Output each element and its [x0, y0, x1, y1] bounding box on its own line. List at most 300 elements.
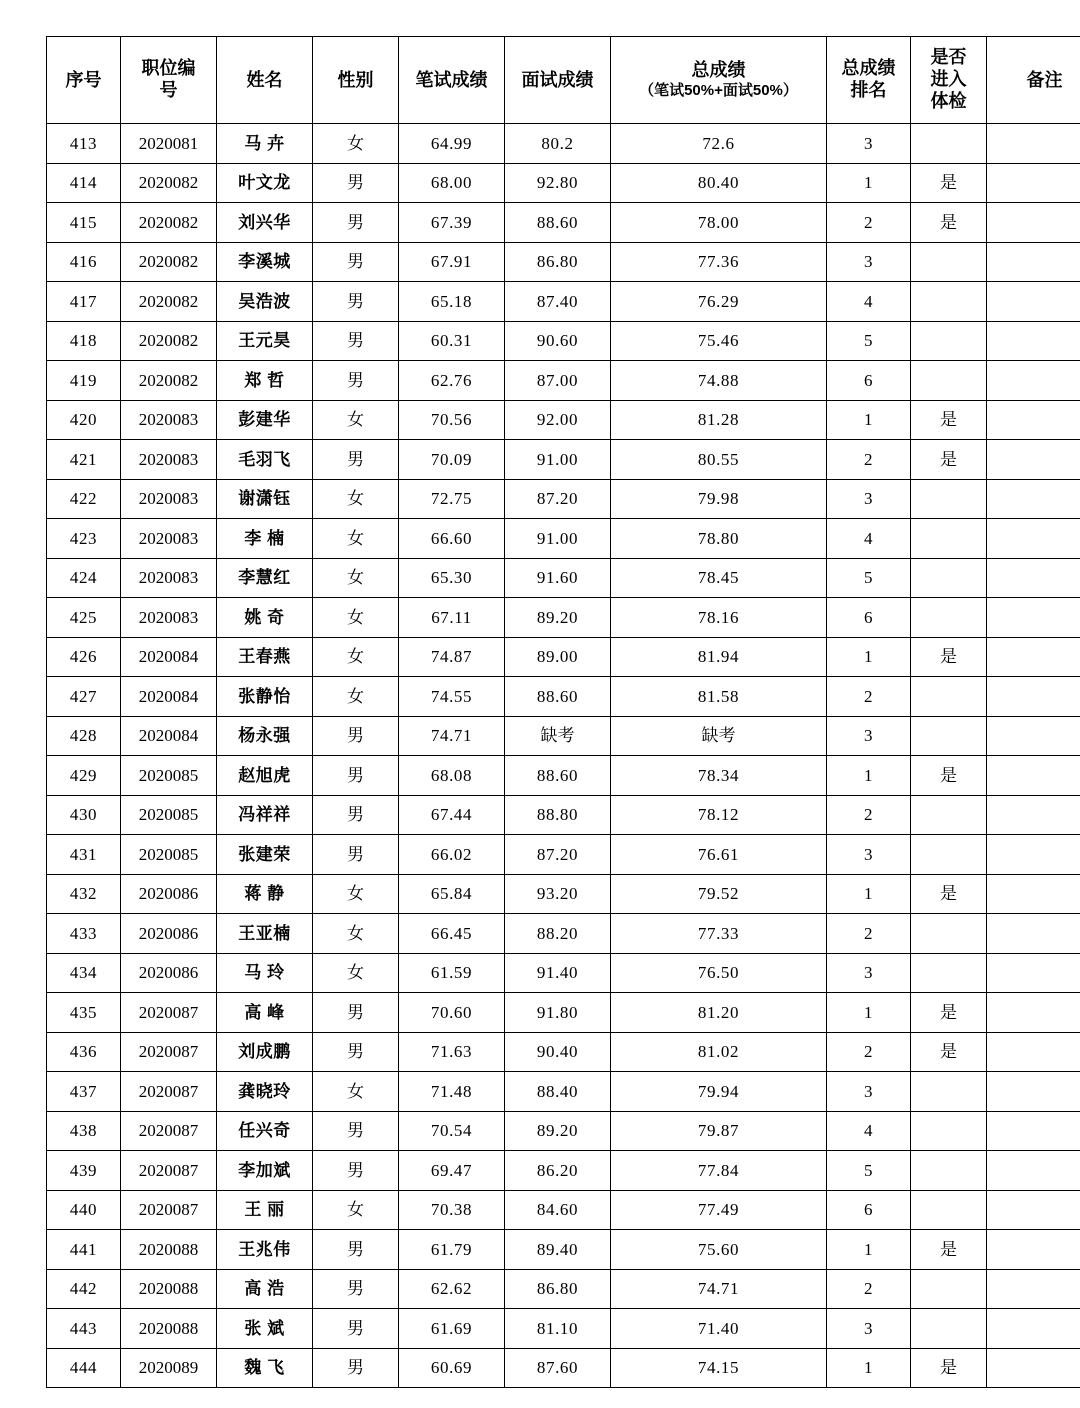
table-row — [47, 756, 1080, 796]
cell-total-rank: 3 — [827, 1309, 911, 1349]
cell-remark — [987, 361, 1080, 401]
cell-post-number: 2020084 — [121, 716, 217, 756]
cell-physical-exam — [911, 1072, 987, 1112]
cell-post-number: 2020083 — [121, 440, 217, 480]
cell-written-score: 70.60 — [399, 993, 505, 1033]
cell-written-score: 70.09 — [399, 440, 505, 480]
cell-physical-exam — [911, 677, 987, 717]
table-row — [47, 835, 1080, 875]
table-row — [47, 598, 1080, 638]
cell-remark — [987, 1348, 1080, 1388]
cell-interview-score: 88.60 — [505, 756, 611, 796]
cell-total-rank: 5 — [827, 558, 911, 598]
cell-post-number: 2020085 — [121, 835, 217, 875]
table-row — [47, 242, 1080, 282]
cell-index: 421 — [47, 440, 121, 480]
table-row — [47, 874, 1080, 914]
header-text-post-1: 职位编 — [141, 58, 196, 79]
cell-physical-exam — [911, 361, 987, 401]
table-row — [47, 1269, 1080, 1309]
cell-total-score: 71.40 — [611, 1309, 827, 1349]
cell-physical-exam — [911, 1111, 987, 1151]
cell-gender: 女 — [313, 558, 399, 598]
cell-written-score: 68.08 — [399, 756, 505, 796]
cell-physical-exam — [911, 479, 987, 519]
cell-gender: 女 — [313, 519, 399, 559]
cell-total-rank: 6 — [827, 361, 911, 401]
cell-written-score: 65.84 — [399, 874, 505, 914]
cell-total-score: 78.80 — [611, 519, 827, 559]
cell-gender: 男 — [313, 361, 399, 401]
cell-remark — [987, 1032, 1080, 1072]
cell-post-number: 2020086 — [121, 874, 217, 914]
cell-physical-exam: 是 — [911, 993, 987, 1033]
cell-physical-exam: 是 — [911, 440, 987, 480]
cell-gender: 男 — [313, 1151, 399, 1191]
cell-interview-score: 87.00 — [505, 361, 611, 401]
table-row — [47, 1072, 1080, 1112]
column-header-total-rank — [827, 37, 911, 124]
cell-gender: 男 — [313, 1032, 399, 1072]
table-row — [47, 1111, 1080, 1151]
cell-interview-score: 87.40 — [505, 282, 611, 322]
cell-total-rank: 3 — [827, 1072, 911, 1112]
cell-total-score: 81.28 — [611, 400, 827, 440]
cell-remark — [987, 163, 1080, 203]
cell-interview-score: 88.80 — [505, 795, 611, 835]
cell-remark — [987, 1190, 1080, 1230]
cell-gender: 男 — [313, 993, 399, 1033]
cell-physical-exam — [911, 953, 987, 993]
cell-post-number: 2020083 — [121, 598, 217, 638]
cell-total-rank: 2 — [827, 677, 911, 717]
cell-total-rank: 3 — [827, 835, 911, 875]
cell-written-score: 61.59 — [399, 953, 505, 993]
cell-physical-exam: 是 — [911, 203, 987, 243]
cell-total-rank: 6 — [827, 598, 911, 638]
cell-interview-score: 91.00 — [505, 519, 611, 559]
cell-index: 420 — [47, 400, 121, 440]
cell-interview-score: 81.10 — [505, 1309, 611, 1349]
table-row — [47, 203, 1080, 243]
cell-total-score: 79.52 — [611, 874, 827, 914]
cell-index: 444 — [47, 1348, 121, 1388]
cell-post-number: 2020085 — [121, 756, 217, 796]
cell-written-score: 68.00 — [399, 163, 505, 203]
table-row — [47, 1151, 1080, 1191]
cell-total-score: 78.00 — [611, 203, 827, 243]
cell-interview-score: 91.60 — [505, 558, 611, 598]
cell-written-score: 70.54 — [399, 1111, 505, 1151]
cell-post-number: 2020087 — [121, 1151, 217, 1191]
cell-interview-score: 91.80 — [505, 993, 611, 1033]
cell-interview-score: 87.20 — [505, 835, 611, 875]
cell-interview-score: 缺考 — [505, 716, 611, 756]
cell-gender: 女 — [313, 400, 399, 440]
header-text-physical-1: 是否 — [930, 47, 967, 68]
cell-interview-score: 86.80 — [505, 1269, 611, 1309]
header-text-physical-3: 体检 — [930, 90, 967, 111]
cell-physical-exam — [911, 716, 987, 756]
cell-post-number: 2020082 — [121, 163, 217, 203]
cell-total-score: 77.33 — [611, 914, 827, 954]
cell-post-number: 2020084 — [121, 677, 217, 717]
cell-post-number: 2020087 — [121, 993, 217, 1033]
column-header-written-score — [399, 37, 505, 124]
cell-remark — [987, 479, 1080, 519]
cell-remark — [987, 1072, 1080, 1112]
cell-name: 龚晓玲 — [217, 1072, 313, 1112]
cell-post-number: 2020085 — [121, 795, 217, 835]
table-row — [47, 361, 1080, 401]
cell-remark — [987, 1230, 1080, 1270]
cell-name: 叶文龙 — [217, 163, 313, 203]
cell-name: 王元昊 — [217, 321, 313, 361]
header-text-gender: 性别 — [337, 69, 374, 90]
cell-remark — [987, 835, 1080, 875]
table-row — [47, 1309, 1080, 1349]
cell-total-rank: 2 — [827, 1032, 911, 1072]
cell-physical-exam: 是 — [911, 163, 987, 203]
cell-gender: 女 — [313, 124, 399, 164]
column-header-gender — [313, 37, 399, 124]
cell-index: 423 — [47, 519, 121, 559]
cell-name: 马 卉 — [217, 124, 313, 164]
cell-physical-exam: 是 — [911, 1348, 987, 1388]
cell-gender: 女 — [313, 914, 399, 954]
table-row — [47, 479, 1080, 519]
cell-post-number: 2020087 — [121, 1072, 217, 1112]
cell-post-number: 2020088 — [121, 1269, 217, 1309]
cell-total-score: 77.49 — [611, 1190, 827, 1230]
cell-interview-score: 89.40 — [505, 1230, 611, 1270]
cell-total-score: 72.6 — [611, 124, 827, 164]
cell-name: 张建荣 — [217, 835, 313, 875]
cell-interview-score: 92.80 — [505, 163, 611, 203]
cell-written-score: 67.11 — [399, 598, 505, 638]
cell-name: 高 峰 — [217, 993, 313, 1033]
cell-written-score: 70.38 — [399, 1190, 505, 1230]
table-header-row — [47, 37, 1080, 124]
header-text-interview: 面试成绩 — [521, 69, 594, 90]
cell-interview-score: 89.20 — [505, 1111, 611, 1151]
table-row — [47, 558, 1080, 598]
cell-gender: 男 — [313, 163, 399, 203]
header-text-rank-1: 总成绩 — [841, 58, 896, 79]
cell-total-rank: 1 — [827, 1348, 911, 1388]
cell-written-score: 74.55 — [399, 677, 505, 717]
cell-name: 张静怡 — [217, 677, 313, 717]
cell-gender: 男 — [313, 1309, 399, 1349]
cell-interview-score: 93.20 — [505, 874, 611, 914]
cell-total-rank: 1 — [827, 400, 911, 440]
cell-name: 冯祥祥 — [217, 795, 313, 835]
cell-name: 李 楠 — [217, 519, 313, 559]
cell-total-score: 74.88 — [611, 361, 827, 401]
cell-remark — [987, 1309, 1080, 1349]
cell-index: 430 — [47, 795, 121, 835]
column-header-name — [217, 37, 313, 124]
cell-index: 434 — [47, 953, 121, 993]
cell-physical-exam — [911, 558, 987, 598]
cell-index: 422 — [47, 479, 121, 519]
cell-index: 441 — [47, 1230, 121, 1270]
cell-written-score: 71.63 — [399, 1032, 505, 1072]
cell-name: 毛羽飞 — [217, 440, 313, 480]
cell-name: 王亚楠 — [217, 914, 313, 954]
column-header-remark — [987, 37, 1080, 124]
cell-post-number: 2020086 — [121, 953, 217, 993]
cell-total-rank: 3 — [827, 242, 911, 282]
cell-physical-exam — [911, 1309, 987, 1349]
cell-written-score: 65.18 — [399, 282, 505, 322]
cell-total-score: 78.45 — [611, 558, 827, 598]
cell-physical-exam: 是 — [911, 637, 987, 677]
cell-remark — [987, 242, 1080, 282]
cell-remark — [987, 282, 1080, 322]
table-row — [47, 321, 1080, 361]
cell-total-rank: 5 — [827, 321, 911, 361]
cell-gender: 女 — [313, 1072, 399, 1112]
cell-total-rank: 3 — [827, 716, 911, 756]
cell-post-number: 2020083 — [121, 519, 217, 559]
cell-index: 436 — [47, 1032, 121, 1072]
cell-physical-exam — [911, 282, 987, 322]
cell-gender: 女 — [313, 598, 399, 638]
table-row — [47, 1032, 1080, 1072]
cell-interview-score: 90.60 — [505, 321, 611, 361]
cell-name: 王 丽 — [217, 1190, 313, 1230]
cell-post-number: 2020082 — [121, 242, 217, 282]
cell-interview-score: 87.60 — [505, 1348, 611, 1388]
table-row — [47, 795, 1080, 835]
table-row — [47, 1348, 1080, 1388]
cell-gender: 男 — [313, 282, 399, 322]
cell-total-rank: 1 — [827, 163, 911, 203]
table-row — [47, 637, 1080, 677]
cell-total-rank: 4 — [827, 1111, 911, 1151]
cell-physical-exam: 是 — [911, 874, 987, 914]
cell-total-score: 81.20 — [611, 993, 827, 1033]
column-header-total-score — [611, 37, 827, 124]
cell-written-score: 61.69 — [399, 1309, 505, 1349]
cell-interview-score: 89.00 — [505, 637, 611, 677]
cell-total-score: 78.34 — [611, 756, 827, 796]
cell-name: 张 斌 — [217, 1309, 313, 1349]
cell-gender: 男 — [313, 203, 399, 243]
cell-index: 414 — [47, 163, 121, 203]
cell-gender: 男 — [313, 321, 399, 361]
cell-remark — [987, 795, 1080, 835]
cell-index: 418 — [47, 321, 121, 361]
cell-total-rank: 4 — [827, 519, 911, 559]
cell-written-score: 61.79 — [399, 1230, 505, 1270]
cell-written-score: 70.56 — [399, 400, 505, 440]
cell-written-score: 66.60 — [399, 519, 505, 559]
cell-physical-exam — [911, 519, 987, 559]
cell-physical-exam — [911, 242, 987, 282]
cell-total-rank: 3 — [827, 953, 911, 993]
cell-gender: 男 — [313, 242, 399, 282]
cell-index: 427 — [47, 677, 121, 717]
cell-interview-score: 89.20 — [505, 598, 611, 638]
cell-total-score: 77.84 — [611, 1151, 827, 1191]
table-row — [47, 440, 1080, 480]
cell-index: 438 — [47, 1111, 121, 1151]
column-header-post-number — [121, 37, 217, 124]
cell-post-number: 2020087 — [121, 1032, 217, 1072]
cell-total-score: 75.60 — [611, 1230, 827, 1270]
cell-total-score: 81.02 — [611, 1032, 827, 1072]
cell-total-rank: 3 — [827, 124, 911, 164]
cell-index: 433 — [47, 914, 121, 954]
cell-name: 高 浩 — [217, 1269, 313, 1309]
cell-name: 姚 奇 — [217, 598, 313, 638]
cell-remark — [987, 440, 1080, 480]
column-header-index — [47, 37, 121, 124]
cell-interview-score: 91.40 — [505, 953, 611, 993]
cell-index: 417 — [47, 282, 121, 322]
cell-remark — [987, 519, 1080, 559]
cell-total-score: 76.61 — [611, 835, 827, 875]
cell-index: 435 — [47, 993, 121, 1033]
cell-physical-exam — [911, 835, 987, 875]
cell-total-score: 78.12 — [611, 795, 827, 835]
table-row — [47, 993, 1080, 1033]
cell-written-score: 66.02 — [399, 835, 505, 875]
cell-total-score: 78.16 — [611, 598, 827, 638]
cell-remark — [987, 400, 1080, 440]
header-text-written: 笔试成绩 — [415, 69, 488, 90]
table-row — [47, 1190, 1080, 1230]
cell-name: 赵旭虎 — [217, 756, 313, 796]
cell-written-score: 64.99 — [399, 124, 505, 164]
cell-interview-score: 84.60 — [505, 1190, 611, 1230]
cell-gender: 男 — [313, 1111, 399, 1151]
cell-total-score: 81.94 — [611, 637, 827, 677]
cell-written-score: 60.31 — [399, 321, 505, 361]
cell-physical-exam — [911, 124, 987, 164]
cell-interview-score: 88.60 — [505, 677, 611, 717]
cell-index: 424 — [47, 558, 121, 598]
table-row — [47, 1230, 1080, 1270]
cell-written-score: 65.30 — [399, 558, 505, 598]
cell-physical-exam — [911, 321, 987, 361]
cell-name: 吴浩波 — [217, 282, 313, 322]
cell-post-number: 2020087 — [121, 1111, 217, 1151]
cell-written-score: 67.91 — [399, 242, 505, 282]
table-row — [47, 914, 1080, 954]
cell-remark — [987, 993, 1080, 1033]
cell-gender: 男 — [313, 1348, 399, 1388]
cell-name: 蒋 静 — [217, 874, 313, 914]
cell-physical-exam — [911, 1269, 987, 1309]
table-row — [47, 677, 1080, 717]
cell-written-score: 62.76 — [399, 361, 505, 401]
cell-remark — [987, 558, 1080, 598]
cell-written-score: 74.87 — [399, 637, 505, 677]
cell-remark — [987, 914, 1080, 954]
cell-written-score: 67.39 — [399, 203, 505, 243]
cell-gender: 男 — [313, 756, 399, 796]
cell-total-rank: 2 — [827, 440, 911, 480]
cell-gender: 男 — [313, 440, 399, 480]
cell-index: 432 — [47, 874, 121, 914]
cell-total-rank: 1 — [827, 1230, 911, 1270]
cell-total-rank: 3 — [827, 479, 911, 519]
cell-index: 419 — [47, 361, 121, 401]
cell-post-number: 2020088 — [121, 1309, 217, 1349]
column-header-interview-score — [505, 37, 611, 124]
cell-remark — [987, 1269, 1080, 1309]
column-header-physical-exam — [911, 37, 987, 124]
cell-index: 413 — [47, 124, 121, 164]
cell-total-score: 缺考 — [611, 716, 827, 756]
cell-name: 杨永强 — [217, 716, 313, 756]
cell-total-score: 79.94 — [611, 1072, 827, 1112]
table-body — [47, 124, 1080, 1388]
cell-interview-score: 80.2 — [505, 124, 611, 164]
cell-total-score: 74.71 — [611, 1269, 827, 1309]
header-text-physical-2: 进入 — [930, 69, 967, 90]
cell-remark — [987, 677, 1080, 717]
cell-gender: 男 — [313, 795, 399, 835]
header-text-name: 姓名 — [246, 69, 283, 90]
cell-index: 416 — [47, 242, 121, 282]
cell-interview-score: 86.20 — [505, 1151, 611, 1191]
cell-post-number: 2020087 — [121, 1190, 217, 1230]
cell-name: 刘成鹏 — [217, 1032, 313, 1072]
cell-name: 魏 飞 — [217, 1348, 313, 1388]
cell-total-score: 80.40 — [611, 163, 827, 203]
table-row — [47, 716, 1080, 756]
cell-remark — [987, 756, 1080, 796]
exam-score-table — [46, 36, 1080, 1388]
header-text-remark: 备注 — [1026, 69, 1063, 90]
cell-post-number: 2020083 — [121, 400, 217, 440]
cell-physical-exam — [911, 914, 987, 954]
cell-gender: 女 — [313, 677, 399, 717]
cell-post-number: 2020082 — [121, 321, 217, 361]
cell-name: 李慧红 — [217, 558, 313, 598]
cell-name: 刘兴华 — [217, 203, 313, 243]
cell-post-number: 2020082 — [121, 203, 217, 243]
cell-remark — [987, 953, 1080, 993]
cell-name: 李溪城 — [217, 242, 313, 282]
cell-total-rank: 1 — [827, 993, 911, 1033]
cell-gender: 女 — [313, 637, 399, 677]
cell-remark — [987, 716, 1080, 756]
cell-physical-exam: 是 — [911, 400, 987, 440]
cell-written-score: 62.62 — [399, 1269, 505, 1309]
cell-gender: 男 — [313, 716, 399, 756]
cell-interview-score: 88.60 — [505, 203, 611, 243]
cell-post-number: 2020084 — [121, 637, 217, 677]
cell-name: 郑 哲 — [217, 361, 313, 401]
cell-post-number: 2020081 — [121, 124, 217, 164]
cell-total-score: 75.46 — [611, 321, 827, 361]
cell-name: 彭建华 — [217, 400, 313, 440]
cell-total-score: 77.36 — [611, 242, 827, 282]
cell-total-rank: 2 — [827, 914, 911, 954]
header-text-total-2: （笔试50%+面试50%） — [639, 81, 798, 99]
cell-gender: 男 — [313, 1230, 399, 1270]
cell-remark — [987, 321, 1080, 361]
cell-written-score: 71.48 — [399, 1072, 505, 1112]
cell-name: 王兆伟 — [217, 1230, 313, 1270]
cell-post-number: 2020083 — [121, 479, 217, 519]
cell-remark — [987, 203, 1080, 243]
